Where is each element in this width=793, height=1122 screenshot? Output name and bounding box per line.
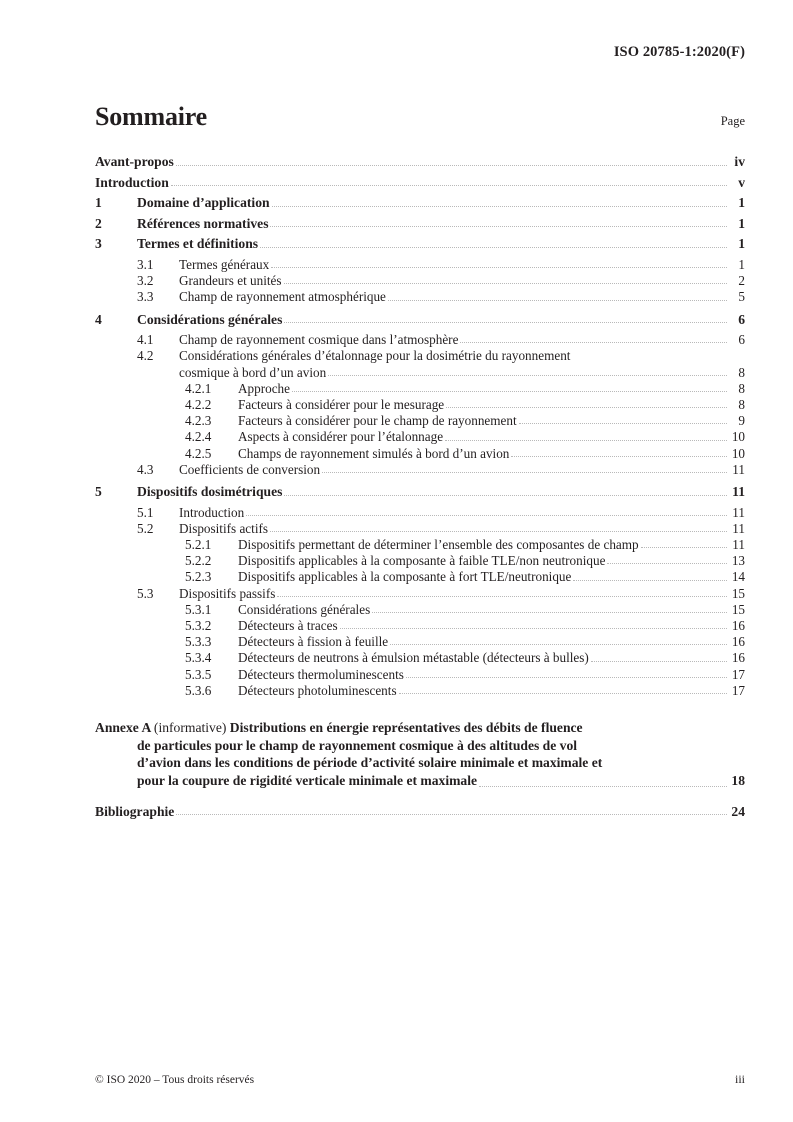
toc-entry[interactable]: [95, 430, 745, 446]
dot-leader: [246, 514, 727, 516]
toc-entry-page: 16: [731, 618, 745, 634]
toc-entry-annexe-a[interactable]: [95, 719, 745, 790]
toc-entry-page: 15: [731, 585, 745, 601]
toc-entry-body: [137, 196, 745, 210]
toc-entry-number: 4: [95, 311, 102, 327]
dot-leader: [573, 579, 727, 581]
dot-leader: [284, 282, 727, 284]
toc-entry[interactable]: [95, 587, 745, 603]
toc-entry[interactable]: [95, 290, 745, 306]
annexe-title-line2: de particules pour le champ de rayonnement cosmique à des altitudes de vol: [137, 737, 578, 753]
dot-leader: [176, 813, 727, 815]
toc-entry-number: 5.3.4: [185, 650, 212, 666]
page-footer: [95, 1072, 745, 1087]
toc-entry-body: [179, 258, 745, 271]
toc-entry-page: 6: [738, 332, 745, 348]
toc-entry-label: Détecteurs photoluminescents: [238, 682, 397, 698]
toc-entry[interactable]: [95, 313, 745, 334]
toc-entry-number: 5.3.5: [185, 666, 212, 682]
toc-entry-label: Bibliographie: [95, 803, 175, 819]
toc-entry-page: 11: [732, 461, 745, 477]
toc-entry-body: [179, 587, 745, 600]
toc-entry-bibliographie[interactable]: [95, 805, 745, 826]
annexe-title-line1: Distributions en énergie représentatives des débits de fluence: [226, 720, 583, 736]
annexe-title-line4: pour la coupure de rigidité verticale minimale et maximale: [137, 773, 478, 789]
dot-leader: [406, 676, 727, 678]
toc-entry-body: [238, 430, 745, 443]
toc-entry-label: Considérations générales: [238, 601, 371, 617]
dot-leader: [270, 530, 727, 532]
dot-leader: [479, 785, 727, 787]
toc-entry-number: 3.1: [137, 256, 154, 272]
dot-leader: [446, 406, 727, 408]
toc-entry-number: 4.3: [137, 461, 154, 477]
toc-entry-label: Considérations générales: [137, 311, 283, 327]
toc-entry-label: Facteurs à considérer pour le champ de rayonnement: [238, 413, 517, 429]
toc-entry-body: [179, 333, 745, 346]
toc-entry-wrapped-line: [179, 366, 745, 379]
toc-entry[interactable]: [95, 684, 745, 700]
annexe-name: Annexe A: [95, 720, 154, 736]
toc-entry[interactable]: [95, 463, 745, 479]
dot-leader: [390, 643, 727, 645]
toc-entry-body: [238, 619, 745, 632]
toc-entry-page: 1: [738, 215, 745, 231]
toc-entry-label: Grandeurs et unités: [179, 273, 282, 289]
dot-leader: [284, 494, 727, 496]
toc-entry-label: Dispositifs applicables à la composante à faible TLE/non neutronique: [238, 553, 606, 569]
toc-entry[interactable]: [95, 398, 745, 414]
toc-entry-page: 11: [732, 504, 745, 520]
toc-entry-body: [179, 506, 745, 519]
toc-entry[interactable]: [95, 447, 745, 463]
toc-entry-number: 5.2: [137, 520, 154, 536]
toc-entry-page: 16: [731, 634, 745, 650]
toc-entry-body: [238, 414, 745, 427]
toc-entry-number: 4.2.2: [185, 396, 212, 412]
dot-leader: [607, 562, 727, 564]
toc-entry-page: 1: [738, 195, 745, 211]
toc-entry-page: 17: [731, 682, 745, 698]
toc-entry-label: Champ de rayonnement cosmique dans l’atmosphère: [179, 332, 459, 348]
toc-entry-page: 1: [738, 236, 745, 252]
toc-entry-label: Dispositifs permettant de déterminer l’ensemble des composantes de champ: [238, 537, 639, 552]
toc-entry-label: Considérations générales d’étalonnage pour la dosimétrie du rayonnement: [179, 348, 571, 364]
toc-entry-list: [95, 155, 745, 700]
toc-entry[interactable]: [95, 554, 745, 570]
toc-entry-body: [238, 603, 745, 616]
toc-entry[interactable]: [95, 522, 745, 538]
toc-entry-page: 9: [738, 413, 745, 429]
toc-entry-body: [238, 447, 745, 460]
table-of-contents: [95, 155, 745, 825]
dot-leader: [277, 595, 727, 597]
dot-leader: [176, 164, 727, 166]
toc-entry-label: Champs de rayonnement simulés à bord d’un avion: [238, 445, 510, 461]
toc-entry-body: [95, 155, 745, 169]
dot-leader: [519, 422, 727, 424]
toc-entry-body: [95, 176, 745, 190]
toc-entry-body: [179, 522, 745, 535]
toc-entry-number: 5.2.2: [185, 553, 212, 569]
toc-entry-body: [238, 635, 745, 648]
toc-entry-label: Coefficients de conversion: [179, 461, 321, 477]
dot-leader: [284, 321, 727, 323]
toc-entry[interactable]: [95, 196, 745, 217]
toc-entry-body: [238, 570, 745, 583]
footer-page-number: iii: [734, 1072, 745, 1086]
toc-entry-body: [179, 349, 745, 378]
toc-entry[interactable]: [95, 274, 745, 290]
toc-entry[interactable]: [95, 506, 745, 522]
toc-entry-body: [238, 684, 745, 697]
toc-entry-label: Champ de rayonnement atmosphérique: [179, 289, 386, 305]
toc-entry-number: 4.2.4: [185, 429, 212, 445]
toc-entry-number: 4.1: [137, 332, 154, 348]
dot-leader: [292, 390, 727, 392]
toc-entry-number: 3.3: [137, 289, 154, 305]
toc-entry-page: 5: [738, 289, 745, 305]
toc-entry[interactable]: [95, 485, 745, 506]
toc-entry-page: 16: [731, 650, 745, 666]
toc-entry-label: Détecteurs à fission à feuille: [238, 634, 389, 650]
toc-entry-page: 11: [732, 484, 745, 499]
toc-entry[interactable]: [95, 333, 745, 349]
toc-entry[interactable]: [95, 651, 745, 667]
toc-entry-body: [238, 651, 745, 664]
toc-entry-page: 1: [738, 256, 745, 272]
toc-entry-number: 4.2.3: [185, 413, 212, 429]
toc-entry-page: 8: [738, 364, 745, 380]
toc-entry[interactable]: [95, 570, 745, 586]
toc-entry[interactable]: [95, 217, 745, 238]
toc-entry-page: iv: [734, 154, 745, 169]
annexe-qualifier: (informative): [153, 720, 227, 736]
toc-entry-page: 10: [731, 445, 745, 461]
dot-leader: [260, 246, 727, 248]
toc-entry-number: 3.2: [137, 273, 154, 289]
toc-entry[interactable]: [95, 237, 745, 258]
toc-entry-body: [238, 668, 745, 681]
dot-leader: [641, 546, 727, 548]
toc-entry-body: [179, 290, 745, 303]
toc-entry-number: 5.2.3: [185, 569, 212, 585]
toc-entry-label: Dispositifs actifs: [179, 520, 269, 536]
dot-leader: [460, 341, 727, 343]
toc-entry-number: 1: [95, 195, 102, 211]
dot-leader: [445, 439, 727, 441]
toc-entry[interactable]: [95, 382, 745, 398]
toc-entry-label: Introduction: [95, 174, 169, 190]
toc-entry-body: [179, 274, 745, 287]
toc-entry-page: 2: [738, 273, 745, 289]
dot-leader: [399, 692, 727, 694]
dot-leader: [270, 225, 727, 227]
toc-entry-number: 5.3: [137, 585, 154, 601]
dot-leader: [271, 266, 727, 268]
toc-entry[interactable]: [95, 258, 745, 274]
toc-entry-number: 4.2.1: [185, 380, 212, 396]
toc-entry-number: 5.3.1: [185, 601, 212, 617]
toc-entry-page: 11: [732, 537, 745, 552]
toc-entry-label: Détecteurs thermoluminescents: [238, 666, 404, 682]
dot-leader: [511, 455, 727, 457]
toc-entry-number: 2: [95, 215, 102, 231]
toc-entry[interactable]: [95, 349, 745, 381]
toc-entry-body: [179, 463, 745, 476]
toc-entry-number: 3: [95, 236, 102, 252]
toc-entry-body: [238, 538, 745, 551]
toc-entry-label: Avant-propos: [95, 154, 174, 169]
toc-entry[interactable]: [95, 668, 745, 684]
toc-entry-page: 8: [738, 380, 745, 396]
dot-leader: [171, 184, 727, 186]
toc-entry-page: 6: [738, 311, 745, 327]
toc-entry-label: Détecteurs à traces: [238, 618, 338, 634]
toc-entry-label: Approche: [238, 380, 290, 396]
toc-entry-label: Dispositifs dosimétriques: [137, 484, 283, 499]
toc-title-row: [95, 104, 745, 130]
toc-entry-label: Dispositifs applicables à la composante à fort TLE/neutronique: [238, 569, 572, 585]
toc-entry[interactable]: [95, 635, 745, 651]
toc-entry-number: 5.3.2: [185, 618, 212, 634]
toc-entry-label: Domaine d’application: [137, 195, 270, 211]
toc-entry-number: 5.3.3: [185, 634, 212, 650]
toc-entry-page: 17: [731, 666, 745, 682]
toc-entry[interactable]: [95, 619, 745, 635]
toc-entry-page: 24: [731, 803, 745, 819]
dot-leader: [322, 471, 727, 473]
toc-entry-label: Dispositifs passifs: [179, 585, 276, 601]
dot-leader: [340, 627, 727, 629]
toc-entry-body: [137, 313, 745, 327]
toc-entry-body: [238, 398, 745, 411]
dot-leader: [388, 299, 727, 301]
page-title: Sommaire: [95, 102, 208, 131]
toc-entry-label-line2: cosmique à bord d’un avion: [179, 364, 327, 380]
toc-entry[interactable]: [95, 176, 745, 197]
document-id-header: ISO 20785-1:2020(F): [613, 44, 745, 60]
toc-entry-number: 5.1: [137, 504, 154, 520]
dot-leader: [372, 611, 727, 613]
toc-entry-body: [238, 554, 745, 567]
toc-entry-page: v: [738, 174, 745, 190]
toc-entry-page: 8: [738, 396, 745, 412]
annexe-page-number: 18: [731, 773, 745, 789]
toc-entry-body: [137, 485, 745, 499]
toc-entry-page: 13: [731, 553, 745, 569]
toc-entry-label: Introduction: [179, 504, 245, 520]
toc-entry-body: [238, 382, 745, 395]
toc-entry-label: Termes généraux: [179, 256, 270, 272]
copyright-notice: © ISO 2020 – Tous droits réservés: [95, 1074, 255, 1086]
toc-entry-label: Aspects à considérer pour l’étalonnage: [238, 429, 444, 445]
toc-entry-label: Termes et définitions: [137, 236, 259, 252]
toc-entry-body: [137, 217, 745, 231]
dot-leader: [591, 660, 727, 662]
toc-entry-number: 4.2.5: [185, 445, 212, 461]
annexe-title-line3: d’avion dans les conditions de période d’activité solaire minimale et maximale et: [137, 755, 603, 771]
page-column-header: Page: [720, 114, 745, 128]
toc-entry-number: 5.2.1: [185, 537, 212, 552]
toc-entry-page: 14: [731, 569, 745, 585]
toc-entry-page: 11: [732, 520, 745, 536]
toc-entry[interactable]: [95, 603, 745, 619]
toc-entry[interactable]: [95, 414, 745, 430]
toc-entry-label: Références normatives: [137, 215, 269, 231]
toc-entry-number: 5: [95, 484, 102, 499]
toc-entry[interactable]: [95, 155, 745, 176]
toc-entry-body: [137, 237, 745, 251]
toc-entry-page: 15: [731, 601, 745, 617]
toc-entry-label: Détecteurs de neutrons à émulsion métastable (détecteurs à bulles): [238, 650, 589, 666]
toc-entry-page: 10: [731, 429, 745, 445]
toc-entry-number: 5.3.6: [185, 682, 212, 698]
toc-entry-number: 4.2: [137, 348, 154, 364]
dot-leader: [272, 205, 727, 207]
toc-entry[interactable]: [95, 538, 745, 554]
toc-entry-label: Facteurs à considérer pour le mesurage: [238, 396, 445, 412]
dot-leader: [328, 374, 727, 376]
